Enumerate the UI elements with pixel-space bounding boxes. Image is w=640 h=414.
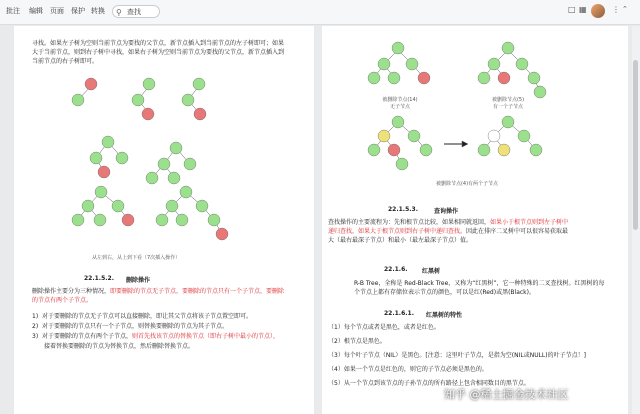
- more-icon[interactable]: ⋮: [612, 5, 620, 14]
- search-icon: ⚲: [116, 8, 122, 17]
- query-line-1: 查找操作的主要流程为：先和根节点比较，如果相同就返回，如果小于根节点则到左子树中: [328, 219, 569, 226]
- menu-item-edit[interactable]: 编辑: [29, 7, 43, 15]
- section-title: 红黑树的特性: [426, 312, 463, 319]
- insert-diagram: [66, 72, 246, 252]
- intro-line-2: 大于当前节点，则到右子树中寻找，如果右子树为空则当前节点为要找的父节点，新节点插入到: [32, 49, 285, 56]
- property-item: （5）从一个节点到该节点的子孙节点的所有路径上包含相同数目的黑节点。: [328, 380, 530, 387]
- caption-c: 被删除节点(4)有两个子节点: [435, 181, 499, 187]
- watermark: 知乎 @稀土掘金技术社区: [444, 388, 569, 401]
- menu-item-annotate[interactable]: 批注: [6, 7, 20, 15]
- intro-line-1: 寻找。如果左子树为空则当前节点为要找的父节点，新节点插入到当前节点的左子树即可；如果: [32, 40, 285, 47]
- rb-line-1: R-B Tree，全称是 Red-Black Tree，又称为“红黑树”，它一种特殊的二叉查找树。红黑树的每: [354, 280, 605, 287]
- property-item: （2）根节点是黑色。: [328, 338, 386, 345]
- section-number: 22.1.5.3.: [388, 206, 418, 213]
- section-number: 22.1.5.2.: [84, 275, 114, 282]
- caption-b: 被删除节点(5) 有一个子节点: [491, 97, 525, 110]
- search-label: 查找: [127, 8, 141, 16]
- query-line-3: 大（最右最深子节点）和最小（最左最深子节点）值。: [328, 237, 473, 244]
- query-line-2: 递归查找，如果大于根节点则到右子树中递归查找。因此在排序二叉树中可以很容易获取最: [328, 228, 569, 235]
- caption-a: 被删除节点(14) 无子节点: [382, 97, 418, 110]
- window-icon[interactable]: □: [568, 5, 576, 14]
- list-item: 3) 对于要删除的节点有两个子节点，则首先找该节点的替换节点（即右子树中最小的节点），: [32, 333, 280, 340]
- search-box[interactable]: [112, 5, 160, 18]
- document-page-left: [14, 26, 314, 414]
- menu-item-page[interactable]: 页面: [50, 7, 64, 15]
- rb-line-2: 个节点上都有存储位表示节点的颜色，可以是红(Red)或黑(Black)。: [354, 289, 535, 296]
- toolbar: [0, 0, 640, 25]
- delete-diagram: [358, 36, 568, 196]
- property-item: （1）每个节点或者是黑色，或者是红色。: [328, 324, 440, 331]
- collapse-icon[interactable]: ⌃: [622, 5, 628, 13]
- section-title: 红黑树: [422, 268, 441, 275]
- list-item-continued: 接着替换要删除的节点为替换节点，然后删除替换节点。: [44, 343, 195, 350]
- list-item: 2) 对于要删除的节点只有一个子节点，则替换要删除的节点为其子节点。: [32, 323, 228, 330]
- delete-para-line-1: 删除操作主要分为三种情况，即要删除的节点无子节点，要删除的节点只有一个子节点，要删除: [32, 288, 285, 295]
- document-page-right: [322, 26, 628, 414]
- section-title: 查询操作: [434, 208, 459, 215]
- intro-line-3: 当前节点的右子树即可。: [32, 58, 99, 65]
- property-item: （4）如果一个节点是红色的，则它的子节点必须是黑色的。: [328, 366, 488, 373]
- delete-para-line-2: 的节点有两个子节点。: [32, 297, 93, 304]
- section-number: 22.1.6.1.: [384, 310, 414, 317]
- grid-icon[interactable]: ▦: [579, 5, 587, 14]
- list-item: 1) 对于要删除的节点无子节点可以直接删除，即让其父节点将该子节点置空即可。: [32, 313, 252, 320]
- property-item: （3）每个叶子节点（NIL）是黑色。[注意：这里叶子节点，是指为空(NIL或NULL)的叶子节点！]: [328, 352, 586, 359]
- figure-caption: 从左到右，从上到下看（7次插入操作）: [92, 255, 181, 261]
- scrollbar-thumb[interactable]: [633, 60, 638, 230]
- menu-item-protect[interactable]: 保护: [71, 7, 85, 15]
- menu-item-convert[interactable]: 转换: [91, 7, 105, 15]
- section-number: 22.1.6.: [384, 266, 408, 273]
- section-title: 删除操作: [126, 277, 151, 284]
- avatar[interactable]: [591, 4, 605, 18]
